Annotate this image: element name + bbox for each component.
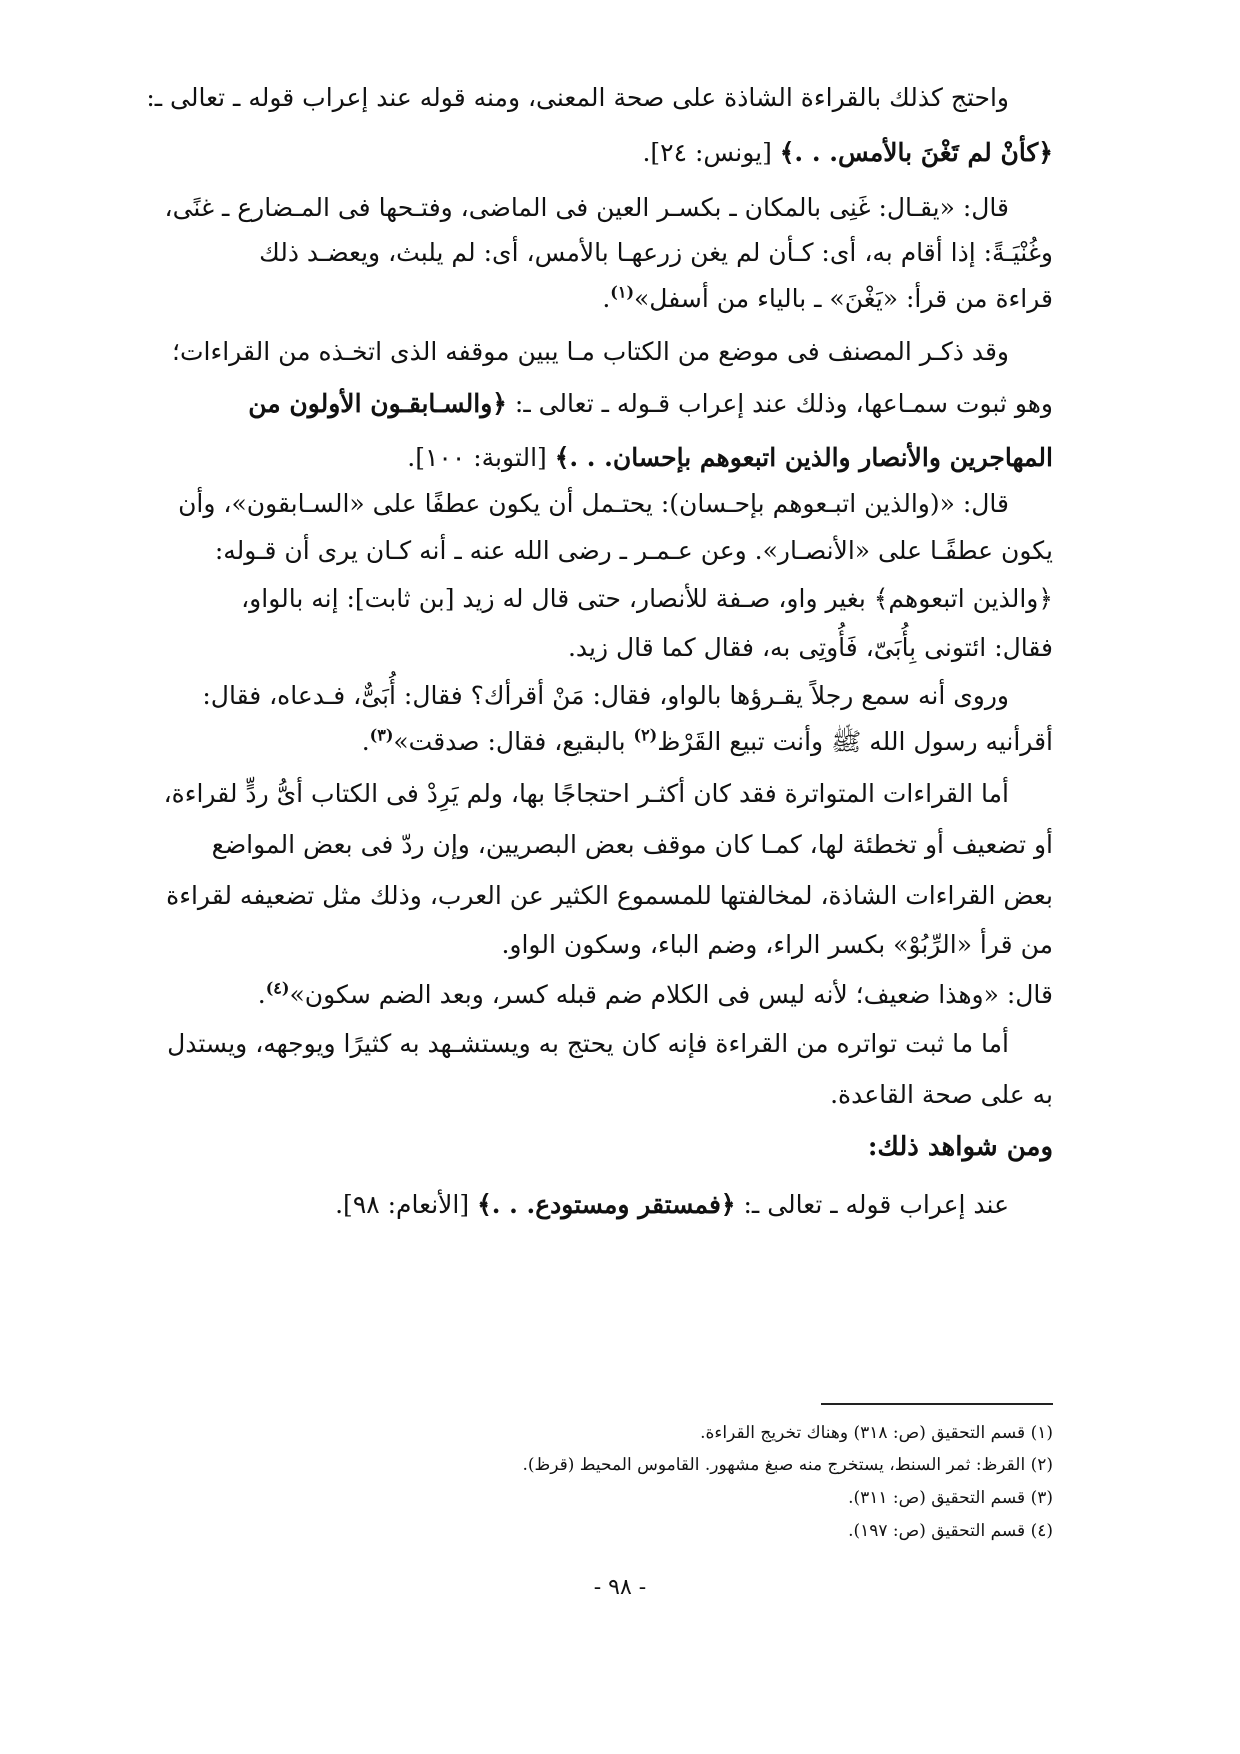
text-run: أما القراءات المتواترة فقد كان أكثـر احتجاجًا بها، ولم يَرِدْ فى الكتاب أىُّ ردٍّ لقراءة، [163, 779, 1009, 808]
text-run: به على صحة القاعدة. [830, 1080, 1053, 1109]
quran-verse: المهاجرين والأنصار والذين اتبعوهم بإحسان. . .﴾ [554, 443, 1053, 472]
text-run: أقرأنيه رسول الله ﷺ وأنت تبيع القَرْظ [657, 727, 1053, 756]
paragraph-2-line-3 [602, 279, 1053, 319]
text-run: قراءة من قرأ: «يَغْنَ» ـ بالياء من أسفل» [634, 284, 1053, 313]
paragraph-4-line-2 [215, 531, 1053, 571]
footnote-4: (٤) قسم التحقيق (ص: ١٩٧). [848, 1521, 1053, 1541]
paragraph-5-line-2 [362, 722, 1053, 762]
paragraph-4-line-4 [568, 628, 1053, 668]
paragraph-6-line-2 [212, 825, 1053, 865]
text-run: . [602, 284, 611, 313]
quran-verse: ﴿والسـابقـون الأولون من [248, 389, 507, 418]
footnote-separator [821, 1403, 1053, 1405]
text-run: يكون عطفًـا على «الأنصـار». وعن عـمـر ـ رضى الله عنه ـ أنه كـان يرى أن قـوله: [214, 536, 1053, 565]
footnote-marker: (١) [610, 282, 635, 302]
text-run: بالبقيع، فقال: صدقت» [393, 727, 634, 756]
text-run: بعض القراءات الشاذة، لمخالفتها للمسموع الكثير عن العرب، وذلك مثل تضعيفه لقراءة [166, 881, 1053, 910]
paragraph-6-line-3 [166, 876, 1053, 916]
paragraph-2-line-1 [165, 188, 1009, 228]
text-run: واحتج كذلك بالقراءة الشاذة على صحة المعنى، ومنه قوله عند إعراب قوله ـ تعالى ـ: [146, 83, 1009, 112]
text-run: وروى أنه سمع رجلاً يقـرؤها بالواو، فقال: مَنْ أقرأك؟ فقال: أُبَىٌّ، فـدعاه، فقال: [202, 681, 1009, 710]
text-run: وقد ذكـر المصنف فى موضع من الكتاب مـا يبين موقفه الذى اتخـذه من القراءات؛ [172, 337, 1009, 366]
text-run: ﴿والذين اتبعوهم﴾ بغير واو، صـفة للأنصار، حتى قال له زيد [بن ثابت]: إنه بالواو، [241, 584, 1053, 613]
text-run: وهو ثبوت سمـاعها، وذلك عند إعراب قـوله ـ تعالى ـ: [506, 389, 1053, 418]
text-run: فقال: ائتونى بِأُبَىّ، فَأُوتِى به، فقال كما قال زيد. [567, 633, 1053, 662]
text-run: . [361, 727, 370, 756]
footnote-marker: (٣) [369, 725, 394, 745]
footnote-1: (١) قسم التحقيق (ص: ٣١٨) وهناك تخريج القراءة. [700, 1423, 1053, 1443]
paragraph-3-line-3 [407, 438, 1053, 478]
page-number: - ٩٨ - [593, 1575, 647, 1600]
paragraph-8-line-2 [830, 1075, 1053, 1115]
text-run: أو تضعيف أو تخطئة لها، كمـا كان موقف بعض البصريين، وإن ردّ فى بعض المواضع [211, 830, 1053, 859]
text-run: . [257, 980, 266, 1009]
section-heading [868, 1127, 1053, 1167]
text-run: من قرأ «الرِّبُوْ» بكسر الراء، وضم الباء، وسكون الواو. [501, 930, 1053, 959]
text-run: أما ما ثبت تواتره من القراءة فإنه كان يحتج به ويستشـهد به كثيرًا ويوجهه، ويستدل [167, 1029, 1009, 1058]
quran-verse: ﴿كأنْ لم تَغْنَ بالأمس. . .﴾ [779, 138, 1053, 167]
paragraph-6-line-1 [164, 774, 1009, 814]
footnote-marker: (٤) [265, 978, 290, 998]
paragraph-8-line-1 [167, 1024, 1009, 1064]
paragraph-1-line-2 [642, 133, 1053, 173]
paragraph-1-line-1 [146, 78, 1009, 118]
paragraph-6-line-4 [501, 925, 1053, 965]
paragraph-3-line-1 [172, 332, 1009, 372]
text-run: قال: «(والذين اتبـعوهم بإحـسان): يحتـمل أن يكون عطفًا على «السـابقون»، وأن [178, 489, 1009, 518]
paragraph-3-line-2 [248, 384, 1053, 424]
verse-reference: [التوبة: ١٠٠]. [407, 443, 555, 472]
paragraph-4-line-1 [178, 484, 1009, 524]
verse-reference: [يونس: ٢٤]. [642, 138, 780, 167]
heading-text: ومن شواهد ذلك: [867, 1132, 1053, 1162]
text-run: وغُنْيَـةً: إذا أقام به، أى: كـأن لم يغن زرعهـا بالأمس، أى: لم يلبث، ويعضـد ذلك [259, 238, 1053, 267]
text-run: قال: «وهذا ضعيف؛ لأنه ليس فى الكلام ضم قبله كسر، وبعد الضم سكون» [289, 980, 1053, 1009]
footnote-marker: (٢) [633, 725, 658, 745]
paragraph-9-line-1 [335, 1185, 1009, 1225]
quran-verse: ﴿فمستقر ومستودع. . .﴾ [477, 1190, 736, 1219]
footnote-3: (٣) قسم التحقيق (ص: ٣١١). [848, 1488, 1053, 1508]
verse-reference: [الأنعام: ٩٨]. [335, 1190, 478, 1219]
paragraph-4-line-3 [241, 579, 1053, 619]
paragraph-5-line-1 [202, 676, 1009, 716]
text-run: قال: «يقـال: غَنِى بالمكان ـ بكسـر العين فى الماضى، وفتـحها فى المـضارع ـ غنًى، [164, 193, 1009, 222]
text-run: عند إعراب قوله ـ تعالى ـ: [735, 1190, 1009, 1219]
paragraph-2-line-2 [259, 233, 1053, 273]
footnote-2: (٢) القرظ: ثمر السنط، يستخرج منه صبغ مشهور. القاموس المحيط (قرظ). [522, 1455, 1053, 1475]
paragraph-7-line-1 [258, 975, 1053, 1015]
